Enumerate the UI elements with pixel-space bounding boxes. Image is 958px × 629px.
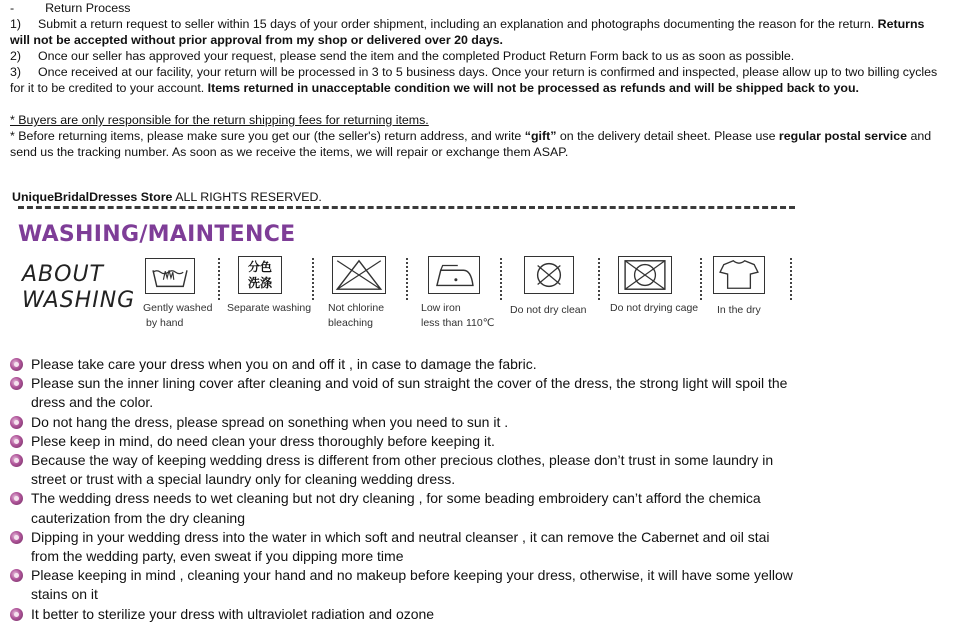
- return-step-3: [10, 64, 945, 96]
- dotted-separator: [406, 258, 408, 300]
- note-text: * Before returning items, please make sure you get our (the seller's) return address, and write: [10, 129, 525, 143]
- rights-text: ALL RIGHTS RESERVED.: [172, 190, 322, 204]
- dry-flat-icon: [713, 256, 765, 294]
- note-text: and send us the tracking number. As soon as we receive the items, we will repair or exchange them ASAP.: [10, 129, 932, 159]
- return-step-2: [10, 48, 945, 64]
- item-text: It better to sterilize your dress with ultraviolet radiation and ozone: [31, 605, 435, 622]
- dotted-separator: [598, 258, 600, 300]
- step-text: Submit a return request to seller within 15 days of your order shipment, including an explanation and photographs documenting the reason for the return.: [38, 17, 878, 31]
- icon-label: Separate washing: [227, 302, 312, 314]
- shipping-fee-note-text: * Buyers are only responsible for the return shipping fees for returning items.: [10, 113, 429, 127]
- dotted-separator: [790, 258, 792, 300]
- return-policy: [10, 0, 945, 160]
- list-item: [10, 374, 800, 412]
- label-line: Gently washed: [143, 302, 213, 314]
- list-item: [10, 605, 800, 624]
- step-number: 1): [10, 17, 22, 31]
- no-dry-clean-icon: [524, 256, 574, 294]
- dotted-separator: [218, 258, 220, 300]
- flower-bullet-icon: [10, 608, 23, 621]
- step-bold-text: Items returned in unacceptable condition we will not be processed as refunds and will be shipped back to you.: [207, 81, 859, 95]
- item-text: The wedding dress needs to wet cleaning but not dry cleaning , for some beading embroidery can’t afford the chemica cauterization from the dry cleaning: [31, 490, 761, 526]
- dotted-separator: [700, 258, 702, 300]
- icon-label: In the dry: [717, 304, 761, 316]
- item-text: Plese keep in mind, do need clean your dress thoroughly before keeping it.: [31, 432, 495, 449]
- separate-washing-icon: [238, 256, 282, 294]
- flower-bullet-icon: [10, 531, 23, 544]
- return-step-1: [10, 16, 945, 48]
- step-number: 3): [10, 65, 22, 79]
- note-text: on the delivery detail sheet. Please use: [556, 129, 779, 143]
- about-line-1: ABOUT: [22, 262, 104, 287]
- icon-label: [328, 301, 384, 331]
- item-text: Because the way of keeping wedding dress is different from other precious clothes, please don’t trust in some laundry in street or trust with a special laundry only for cleaning wedding dress.: [31, 452, 774, 488]
- label-line: Not chlorine: [328, 302, 385, 314]
- item-text: Do not hang the dress, please spread on sonething when you need to sun it .: [31, 413, 509, 430]
- list-item: [10, 489, 800, 527]
- washing-section-title: WASHING/MAINTENCE: [18, 222, 296, 247]
- list-item: [10, 432, 800, 451]
- no-tumble-dry-icon: [618, 256, 672, 294]
- label-line: by hand: [146, 317, 184, 329]
- label-line: bleaching: [328, 317, 373, 329]
- label-line: less than 110℃: [421, 317, 495, 329]
- list-item: [10, 413, 800, 432]
- gift-word: “gift”: [524, 129, 557, 143]
- glyph-line: 分色: [247, 260, 272, 274]
- icon-label: [421, 301, 494, 331]
- item-text: Please sun the inner lining cover after cleaning and void of sun straight the cover of the dress, the strong light will spoil the dress and the color.: [31, 375, 788, 411]
- step-text: Once received at our facility, your return will be processed in 3 to 5 business days. Once your return is confirmed and inspected, please allow up to two billing cycles for it to be credited to your account.: [10, 65, 938, 95]
- flower-bullet-icon: [10, 435, 23, 448]
- list-item: [10, 528, 800, 566]
- dotted-separator: [312, 258, 314, 300]
- flower-bullet-icon: [10, 492, 23, 505]
- return-process-heading: - Return Process: [10, 1, 131, 15]
- store-rights-line: [12, 190, 322, 204]
- store-name: UniqueBridalDresses Store: [12, 190, 173, 204]
- flower-bullet-icon: [10, 454, 23, 467]
- flower-bullet-icon: [10, 377, 23, 390]
- dotted-separator: [500, 258, 502, 300]
- list-item: [10, 566, 800, 604]
- shipping-fee-note: [10, 112, 945, 128]
- step-text: Once our seller has approved your request, please send the item and the completed Product Return Form back to us as soon as possible.: [38, 49, 795, 63]
- about-line-2: WASHING: [22, 288, 136, 313]
- about-washing-label: [22, 262, 135, 314]
- flower-bullet-icon: [10, 569, 23, 582]
- low-iron-icon: [428, 256, 480, 294]
- flower-bullet-icon: [10, 358, 23, 371]
- label-line: Low iron: [421, 302, 461, 314]
- icon-label: Do not dry clean: [510, 304, 587, 316]
- list-item: [10, 451, 800, 489]
- glyph-line: 洗涤: [247, 276, 272, 290]
- dashed-divider: [18, 206, 795, 209]
- flower-bullet-icon: [10, 416, 23, 429]
- icon-label: [143, 301, 212, 331]
- icon-label: Do not drying cage: [610, 302, 699, 314]
- care-instructions-list: [10, 355, 800, 624]
- return-address-note: [10, 128, 945, 160]
- no-bleach-icon: [332, 256, 386, 294]
- step-number: 2): [10, 49, 22, 63]
- regular-postal-service: regular postal service: [778, 129, 908, 143]
- step-bold-text: Returns will not be accepted without prior approval from my shop or delivered over 20 days.: [10, 17, 925, 47]
- item-text: Dipping in your wedding dress into the water in which soft and neutral cleanser , it can remove the Cabernet and oil stai from the wedding party, even sweat if you dipping more time: [31, 528, 770, 565]
- item-text: Please keeping in mind , cleaning your hand and no makeup before keeping your dress, otherwise, it will have some yellow stains on it: [31, 567, 793, 603]
- list-item: [10, 355, 800, 374]
- item-text: Please take care your dress when you on and off it , in case to damage the fabric.: [31, 356, 537, 372]
- hand-wash-icon: [145, 258, 195, 294]
